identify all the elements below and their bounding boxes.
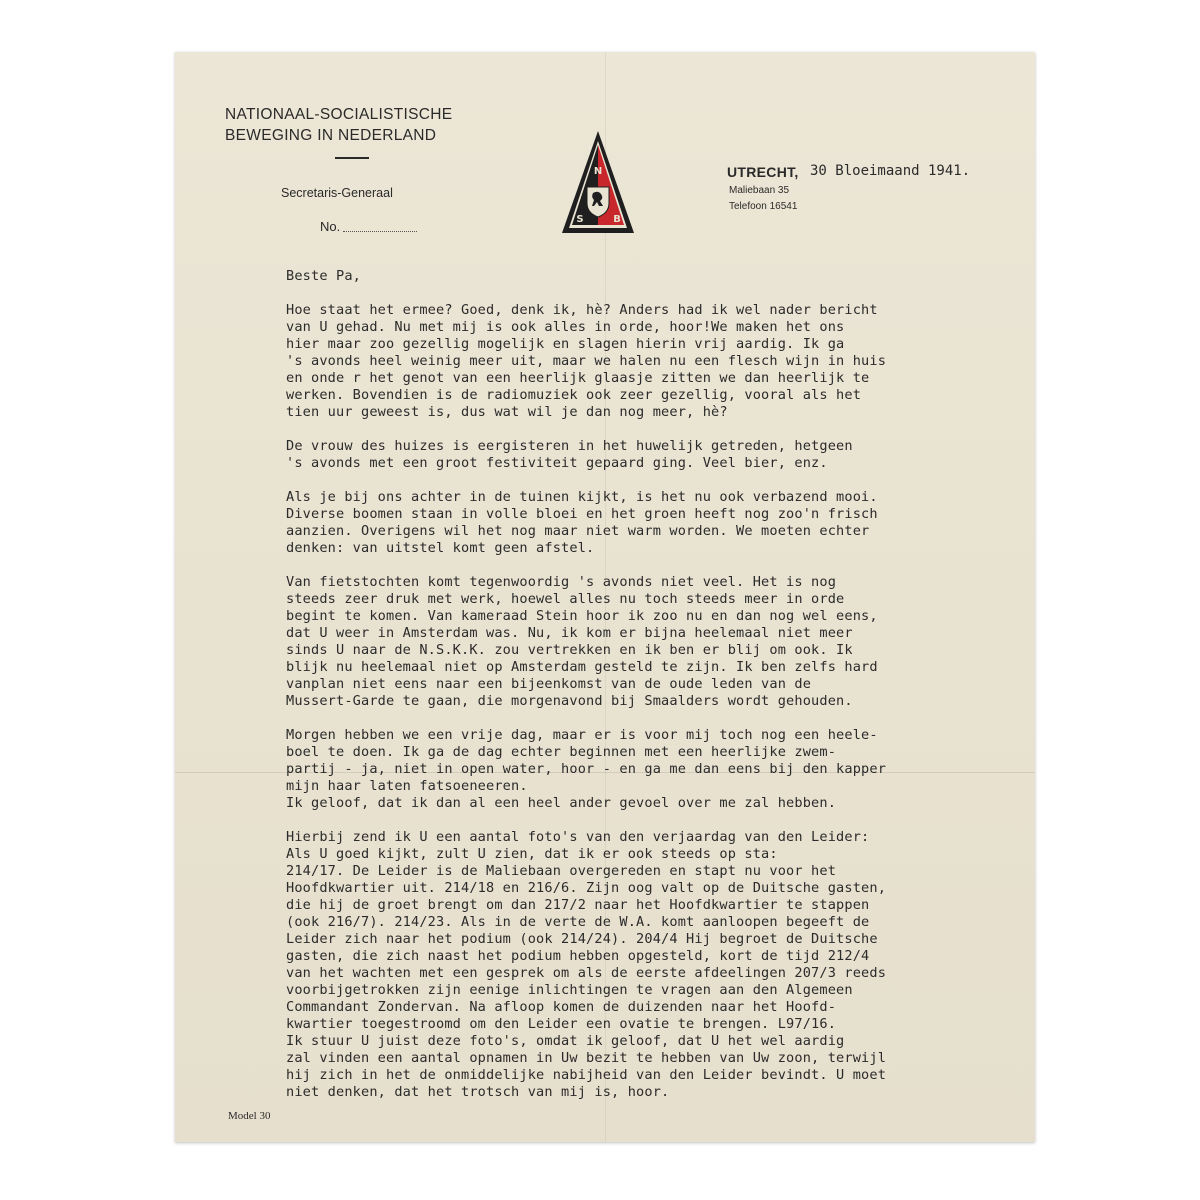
org-divider xyxy=(335,157,369,159)
body-line: blijk nu heelemaal niet op Amsterdam gesteld te zijn. Ik ben zelfs hard xyxy=(286,659,878,675)
organization-name xyxy=(225,104,452,146)
body-line: die hij de groet brengt om dan 217/2 naar het Hoofdkwartier te stappen xyxy=(286,897,870,913)
body-line: De vrouw des huizes is eergisteren in het huwelijk getreden, hetgeen xyxy=(286,438,853,454)
paragraph-gap xyxy=(286,710,1026,727)
paragraph-gap xyxy=(286,285,1026,302)
letter-body xyxy=(286,268,1026,1101)
body-line: Diverse boomen staan in volle bloei en het groen heeft nog zoo'n frisch xyxy=(286,506,878,522)
body-line: Commandant Zondervan. Na afloop komen de duizenden naar het Hoofd- xyxy=(286,999,837,1015)
body-line: steeds zeer druk met werk, hoewel alles nu toch steeds meer in orde xyxy=(286,591,845,607)
body-line: dat U weer in Amsterdam was. Nu, ik kom er bijna heelemaal niet meer xyxy=(286,625,853,641)
body-line: Als je bij ons achter in de tuinen kijkt, is het nu ook verbazend mooi. xyxy=(286,489,878,505)
body-line: gasten, die zich naast het podium hebben opgesteld, kort de tijd 212/4 xyxy=(286,948,870,964)
number-field-line xyxy=(343,231,417,232)
body-line: Van fietstochten komt tegenwoordig 's avonds niet veel. Het is nog xyxy=(286,574,837,590)
logo-letter-b: B xyxy=(613,214,621,225)
body-line: en onde r het genot van een heerlijk glaasje zitten we dan heerlijk te xyxy=(286,370,870,386)
salutation: Beste Pa, xyxy=(286,268,362,284)
body-line: Hoe staat het ermee? Goed, denk ik, hè? Anders had ik wel nader bericht xyxy=(286,302,878,318)
body-line: Hierbij zend ik U een aantal foto's van den verjaardag van den Leider: xyxy=(286,829,870,845)
body-line: Leider zich naar het podium (ook 214/24). 204/4 Hij begroet de Duitsche xyxy=(286,931,878,947)
body-line: van het wachten met een gesprek om als de eerste afdeelingen 207/3 reeds xyxy=(286,965,887,981)
phone-line: Telefoon 16541 xyxy=(729,201,798,212)
body-line: Morgen hebben we een vrije dag, maar er is voor mij toch nog een heele- xyxy=(286,727,878,743)
body-line: partij - ja, niet in open water, hoor - en ga me dan eens bij den kapper xyxy=(286,761,887,777)
body-line: tien uur geweest is, dus wat wil je dan nog meer, hè? xyxy=(286,404,728,420)
logo-letter-n: N xyxy=(593,166,603,177)
body-line: Hoofdkwartier uit. 214/18 en 216/6. Zijn oog valt op de Duitsche gasten, xyxy=(286,880,887,896)
paragraph-gap xyxy=(286,557,1026,574)
org-line-2: BEWEGING IN NEDERLAND xyxy=(225,127,437,144)
body-line: 's avonds met een groot festiviteit gepaard ging. Veel bier, enz. xyxy=(286,455,828,471)
letter-paper xyxy=(175,52,1035,1142)
paragraph-gap xyxy=(286,812,1026,829)
body-line: 's avonds heel weinig meer uit, maar we halen nu een flesch wijn in huis xyxy=(286,353,887,369)
body-line: Mussert-Garde te gaan, die morgenavond bij Smaalders wordt gehouden. xyxy=(286,693,853,709)
body-line: hier maar zoo gezellig mogelijk en slagen hierin vrij aardig. Ik ga xyxy=(286,336,845,352)
body-line: sinds U naar de N.S.K.K. zou vertrekken en ik ben er blij om ook. Ik xyxy=(286,642,853,658)
body-line: kwartier toegestroomd om den Leider een ovatie te brengen. L97/16. xyxy=(286,1016,837,1032)
body-line: (ook 216/7). 214/23. Als in de verte de W.A. komt aanloopen begeeft de xyxy=(286,914,870,930)
address-line: Maliebaan 35 xyxy=(729,185,790,196)
paragraph-gap xyxy=(286,472,1026,489)
body-line: boel te doen. Ik ga de dag echter beginnen met een heerlijke zwem- xyxy=(286,744,837,760)
body-line: begint te komen. Van kameraad Stein hoor ik zoo nu en dan nog wel eens, xyxy=(286,608,878,624)
body-line: mijn haar laten fatsoeneeren. xyxy=(286,778,528,794)
body-line: niet denken, dat het trotsch van mij is, hoor. xyxy=(286,1084,670,1100)
body-line: aanzien. Overigens wil het nog maar niet warm worden. We moeten echter xyxy=(286,523,870,539)
body-line: voorbijgetrokken zijn eenige inlichtingen te vragen aan den Algemeen xyxy=(286,982,853,998)
logo-letter-s: S xyxy=(576,214,584,225)
body-line: 214/17. De Leider is de Maliebaan overgereden en stapt nu voor het xyxy=(286,863,837,879)
body-line: zal vinden een aantal opnamen in Uw bezit te hebben van Uw zoon, terwijl xyxy=(286,1050,887,1066)
body-line: werken. Bovendien is de radiomuziek ook zeer gezellig, vooral als het xyxy=(286,387,862,403)
secretary-general-label: Secretaris-Generaal xyxy=(281,186,393,200)
body-line: van U gehad. Nu met mij is ook alles in orde, hoor!We maken het ons xyxy=(286,319,845,335)
form-model-label: Model 30 xyxy=(228,1110,271,1122)
org-line-1: NATIONAAL-SOCIALISTISCHE xyxy=(225,106,453,123)
letter-date: 30 Bloeimaand 1941. xyxy=(810,163,971,179)
paragraph-gap xyxy=(286,421,1026,438)
nsb-logo-icon xyxy=(560,129,636,237)
body-line: Ik geloof, dat ik dan al een heel ander gevoel over me zal hebben. xyxy=(286,795,837,811)
city-label: UTRECHT, xyxy=(727,164,799,180)
body-line: vanplan niet eens naar een bijeenkomst van de oude leden van de xyxy=(286,676,812,692)
body-line: hij zich in het de onmiddelijke nabijheid van den Leider bevindt. U moet xyxy=(286,1067,887,1083)
body-line: Als U goed kijkt, zult U zien, dat ik er ook steeds op sta: xyxy=(286,846,778,862)
number-label: No. xyxy=(320,219,341,234)
body-line: Ik stuur U juist deze foto's, omdat ik geloof, dat U het wel aardig xyxy=(286,1033,845,1049)
body-line: denken: van uitstel komt geen afstel. xyxy=(286,540,595,556)
